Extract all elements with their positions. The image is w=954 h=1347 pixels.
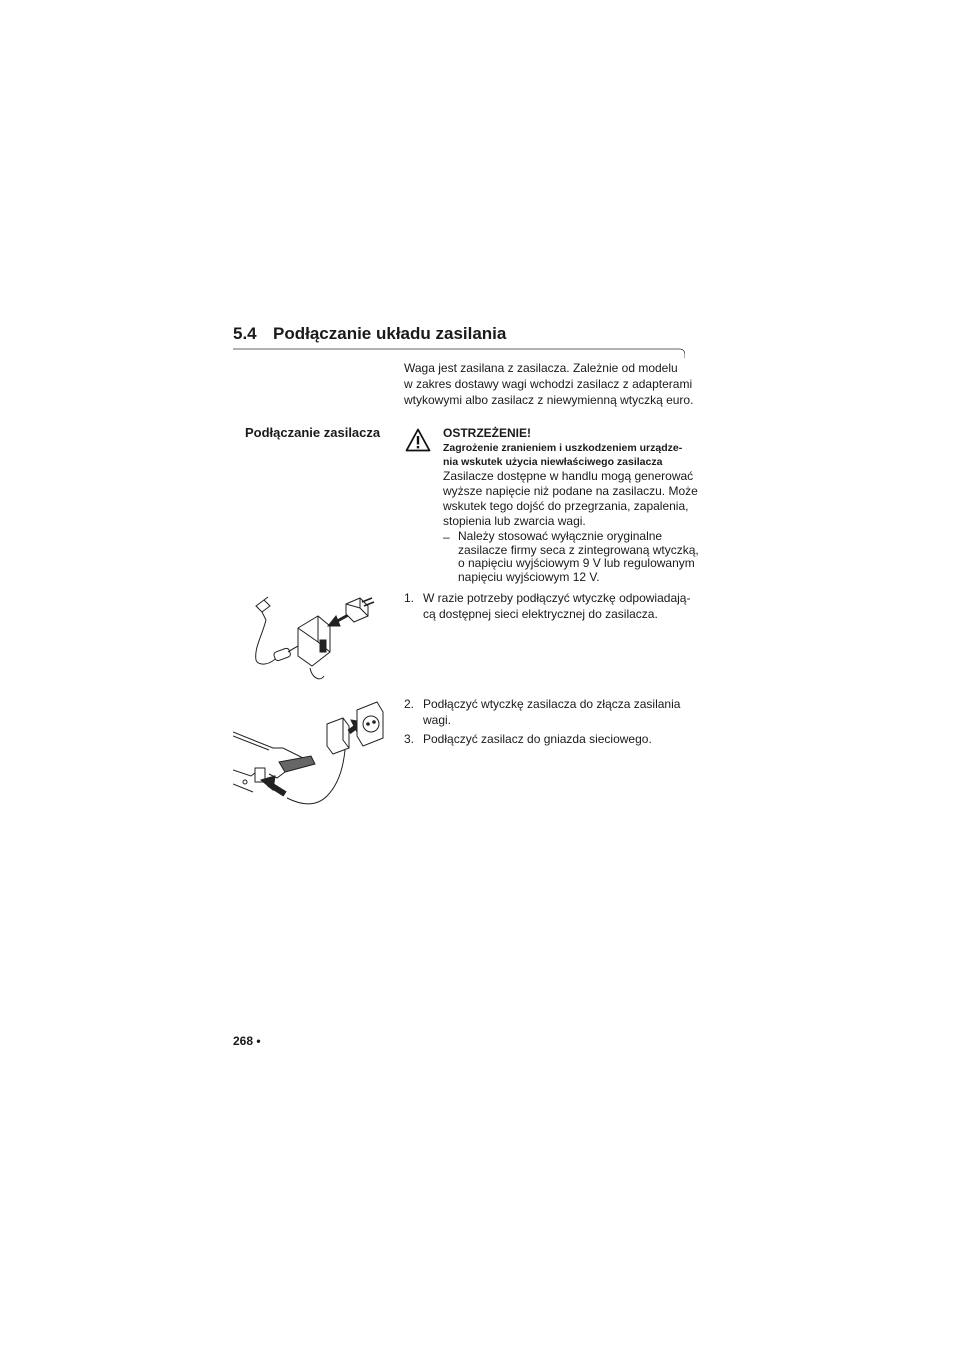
step-text-line: Podłączyć zasilacz do gniazda sieciowego. — [423, 732, 652, 746]
step-2 — [404, 696, 694, 728]
section-title: Podłączanie układu zasilania — [273, 324, 507, 343]
step-1 — [404, 590, 694, 622]
warning-instruction-line: o napięciu wyjściowym 9 V lub regulowanym — [458, 556, 695, 570]
step-number: 1. — [404, 591, 415, 605]
warning-body-line: wskutek tego dojść do przegrzania, zapalenia, — [443, 499, 689, 513]
dash-bullet: – — [443, 530, 450, 544]
warning-body — [443, 469, 698, 529]
intro-line: Waga jest zasilana z zasilacza. Zależnie od modelu — [404, 361, 678, 375]
warning-body-line: stopienia lub zwarcia wagi. — [443, 514, 586, 528]
subsection-heading: Podłączanie zasilacza — [245, 425, 381, 440]
scale-connection-illustration — [233, 698, 385, 808]
warning-instruction — [443, 529, 699, 584]
page-number: 268 • — [233, 1034, 261, 1048]
warning-title: OSTRZEŻENIE! — [443, 426, 532, 440]
warning-subtitle-line: Zagrożenie zranieniem i uszkodzeniem urządze- — [443, 442, 683, 454]
warning-body-line: wyższe napięcie niż podane na zasilaczu. Może — [443, 484, 698, 498]
intro-line: w zakres dostawy wagi wchodzi zasilacz z adapterami — [404, 377, 693, 391]
section-heading — [233, 324, 506, 344]
warning-instruction-line: zasilacze firmy seca z zintegrowaną wtyczką, — [458, 542, 699, 557]
intro-line: wtykowymi albo zasilacz z niewymienną wtyczką euro. — [404, 393, 694, 407]
step-text-line: cą dostępnej sieci elektrycznej do zasilacza. — [423, 607, 658, 621]
step-number: 3. — [404, 732, 415, 746]
step-text-line: Podłączyć wtyczkę zasilacza do złącza zasilania — [423, 697, 681, 711]
warning-instruction-line: napięciu wyjściowym 12 V. — [458, 569, 600, 584]
warning-instruction-line: Należy stosować wyłącznie oryginalne — [458, 529, 663, 543]
section-divider — [233, 348, 685, 358]
intro-paragraph — [404, 360, 694, 408]
warning-subtitle-line: nia wskutek użycia niewłaściwego zasilacza — [443, 456, 663, 468]
warning-block — [443, 426, 699, 584]
power-adapter-illustration — [250, 596, 380, 686]
step-text-line: W razie potrzeby podłączyć wtyczkę odpowiadają- — [423, 591, 691, 605]
step-text-line: wagi. — [423, 713, 452, 727]
step-number: 2. — [404, 697, 415, 711]
warning-body-line: Zasilacze dostępne w handlu mogą generować — [443, 469, 694, 483]
section-number: 5.4 — [233, 324, 257, 343]
step-3 — [404, 731, 694, 747]
warning-triangle-icon — [405, 428, 431, 452]
